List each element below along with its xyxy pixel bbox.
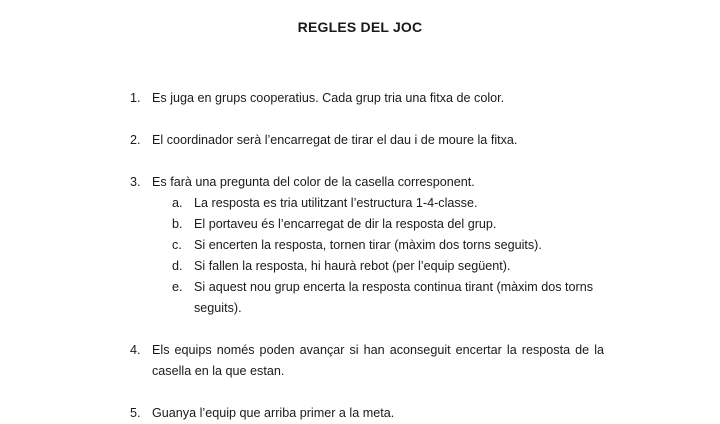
rule-text: El coordinador serà l’encarregat de tirar el dau i de moure la fitxa. xyxy=(152,133,518,147)
rule-3-subitems xyxy=(172,193,604,319)
subitem-text: Si aquest nou grup encerta la resposta continua tirant (màxim dos torns seguits). xyxy=(194,280,594,315)
subitem-e xyxy=(172,277,604,319)
rule-3 xyxy=(130,172,604,193)
subitem-c xyxy=(172,235,604,256)
rule-number: 5. xyxy=(130,406,141,420)
rule-number: 1. xyxy=(130,91,141,105)
subitem-letter: a. xyxy=(172,196,183,210)
rule-number: 3. xyxy=(130,175,141,189)
rule-number: 2. xyxy=(130,133,141,147)
subitem-text: Si encerten la resposta, tornen tirar (màxim dos torns seguits). xyxy=(194,238,542,252)
rule-1 xyxy=(130,88,604,109)
rule-2 xyxy=(130,130,604,151)
subitem-letter: d. xyxy=(172,259,183,273)
subitem-letter: b. xyxy=(172,217,183,231)
subitem-text: La resposta es tria utilitzant l’estructura 1-4-classe. xyxy=(194,196,478,210)
subitem-letter: e. xyxy=(172,280,183,294)
rule-text: Es juga en grups cooperatius. Cada grup tria una fitxa de color. xyxy=(152,91,505,105)
rule-4 xyxy=(130,340,604,382)
document-title: REGLES DEL JOC xyxy=(297,19,423,35)
subitem-text: Si fallen la resposta, hi haurà rebot (per l’equip següent). xyxy=(194,259,511,273)
subitem-text: El portaveu és l’encarregat de dir la resposta del grup. xyxy=(194,217,497,231)
rule-text: Els equips només poden avançar si han aconseguit encertar la resposta de la casella en la que estan. xyxy=(152,343,604,378)
rules-list xyxy=(130,88,604,424)
subitem-a xyxy=(172,193,604,214)
rule-5 xyxy=(130,403,604,424)
subitem-b xyxy=(172,214,604,235)
subitem-letter: c. xyxy=(172,238,182,252)
rule-text: Es farà una pregunta del color de la casella corresponent. xyxy=(152,175,475,189)
rule-number: 4. xyxy=(130,343,141,357)
subitem-d xyxy=(172,256,604,277)
rule-text: Guanya l’equip que arriba primer a la meta. xyxy=(152,406,395,420)
